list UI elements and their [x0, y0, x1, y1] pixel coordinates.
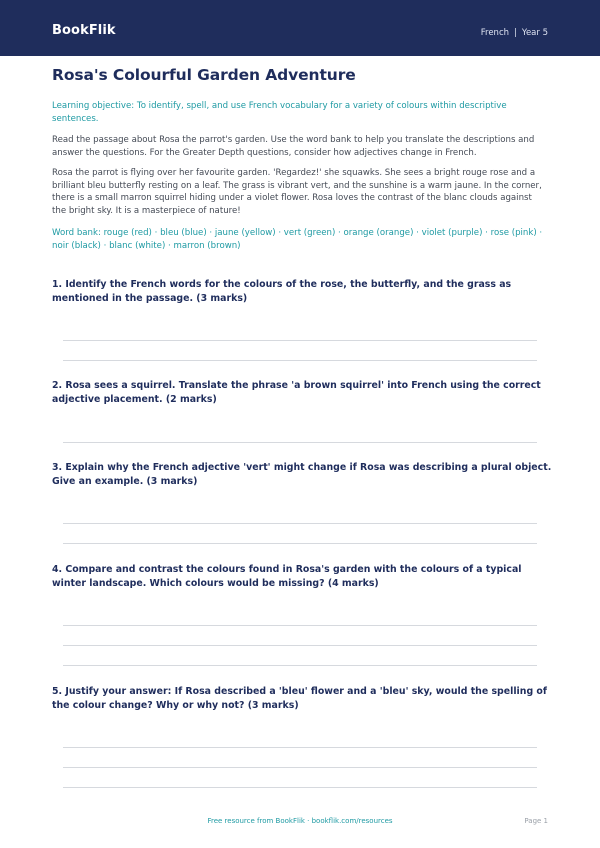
- answer-line[interactable]: [63, 523, 537, 524]
- year-label: Year 5: [521, 28, 548, 38]
- answer-line[interactable]: [63, 340, 537, 341]
- question-5: 5. Justify your answer: If Rosa described a 'bleu' flower and a 'bleu' sky, would the spelling of the colour change? Why or why not? (3 marks): [52, 686, 547, 711]
- learning-objective: Learning objective: To identify, spell, and use French vocabulary for a variety of colours within descriptive sentences.: [52, 101, 507, 124]
- answer-line[interactable]: [63, 767, 537, 768]
- questions-section: [52, 0, 552, 848]
- brand-logo: BookFlik: [52, 23, 116, 38]
- question-2: 2. Rosa sees a squirrel. Translate the phrase 'a brown squirrel' into French using the correct adjective placement. (2 marks): [52, 380, 541, 405]
- footer-credit: Free resource from BookFlik · bookflik.com/resources: [207, 817, 393, 825]
- page-number: Page 1: [524, 817, 548, 825]
- question-4: 4. Compare and contrast the colours found in Rosa's garden with the colours of a typical winter landscape. Which colours would be missing? (4 marks): [52, 564, 522, 589]
- page-title: Rosa's Colourful Garden Adventure: [52, 66, 356, 84]
- answer-line[interactable]: [63, 442, 537, 443]
- answer-line[interactable]: [63, 543, 537, 544]
- answer-line[interactable]: [63, 665, 537, 666]
- instructions: Read the passage about Rosa the parrot's garden. Use the word bank to help you translate the descriptions and answer the questions. For the Greater Depth questions, consider how adjectives change in French.: [52, 135, 535, 158]
- answer-line[interactable]: [63, 747, 537, 748]
- answer-line[interactable]: [63, 360, 537, 361]
- answer-line[interactable]: [63, 787, 537, 788]
- header-separator: |: [514, 28, 517, 38]
- word-bank: Word bank: rouge (red) · bleu (blue) · jaune (yellow) · vert (green) · orange (orange) · violet (purple) · rose (pink) · noir (black) · blanc (white) · marron (brown): [52, 228, 543, 251]
- question-3: 3. Explain why the French adjective 'vert' might change if Rosa was describing a plural object. Give an example. (3 marks): [52, 462, 552, 487]
- reading-passage: Rosa the parrot is flying over her favourite garden. 'Regardez!' she squawks. She sees a bright rouge rose and a brilliant bleu butterfly resting on a leaf. The grass is vibrant vert, and the sunshine is a warm jaune. In the corner, there is a small marron squirrel hiding under a violet flower. Rosa loves the contrast of the blanc clouds against the bright sky. It is a masterpiece of nature!: [52, 168, 542, 216]
- subject-label: French: [480, 28, 510, 38]
- answer-line[interactable]: [63, 625, 537, 626]
- question-1: 1. Identify the French words for the colours of the rose, the butterfly, and the grass as mentioned in the passage. (3 marks): [52, 279, 512, 304]
- answer-line[interactable]: [63, 645, 537, 646]
